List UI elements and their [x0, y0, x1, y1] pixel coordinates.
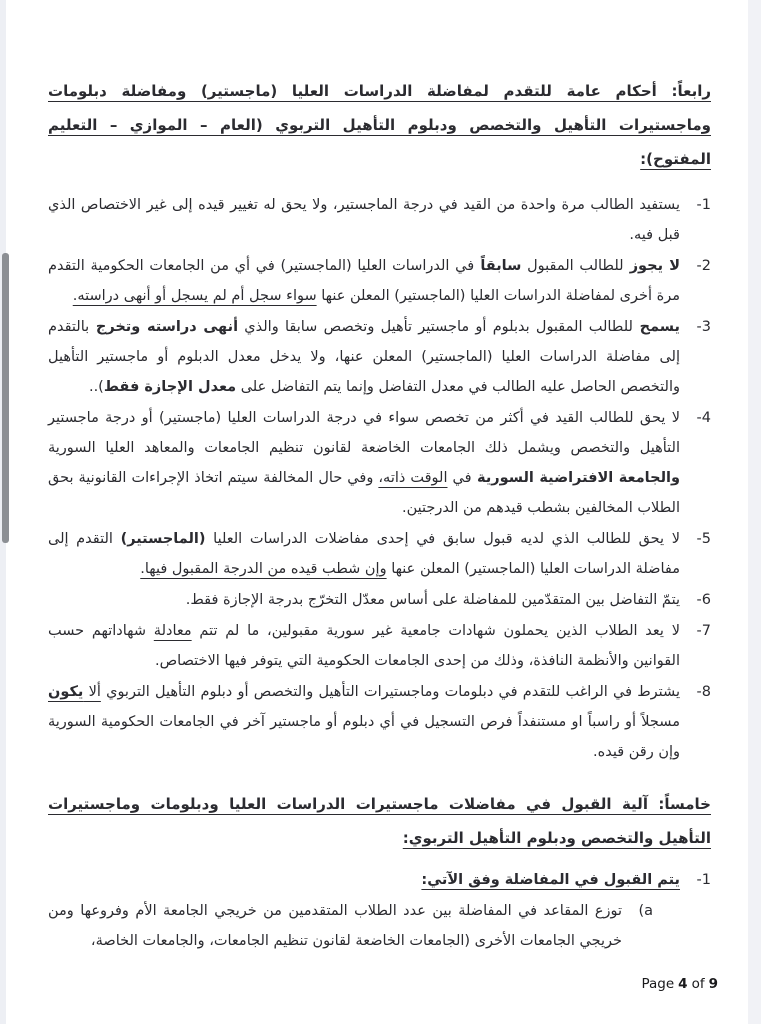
section-four-heading: رابعاً: أحكام عامة للتقدم لمفاضلة الدراسات العليا (ماجستير) ومفاضلة دبلومات وماجستيرات التأهيل والتخصص ودبلوم التأهيل التربوي (العام – الموازي – التعليم المفتوح):	[48, 82, 711, 168]
item-marker: 7-	[696, 623, 711, 639]
item-text: يتم القبول في المفاضلة وفق الآتي:	[421, 872, 680, 888]
item-text: يتمّ التفاضل بين المتقدّمين للمفاضلة على أساس معدّل التخرّج بدرجة الإجازة فقط.	[185, 592, 680, 608]
list-item-4-2	[48, 251, 711, 311]
item-text: يشترط في الراغب للتقدم في دبلومات وماجستيرات التأهيل والتخصص أو دبلوم التأهيل التربوي ألا يكون مسجلاً أو راسباً او مستنفداً فرص التسجيل في أي دبلوم أو ماجستير آخر في الجامعات الحكومية السورية وإن رقن قيده.	[48, 684, 680, 760]
document-content	[48, 74, 711, 957]
item-text: يستفيد الطالب مرة واحدة من القيد في درجة الماجستير، ولا يحق له تغيير قيده إلى غير الاختصاص الذي قبل فيه.	[48, 197, 680, 243]
scan-shadow-bar	[2, 253, 9, 543]
item-text: لا يجوز للطالب المقبول سابقاً في الدراسات العليا (الماجستير) في أي من الجامعات الحكومية التقدم مرة أخرى لمفاضلة الدراسات العليا (الماجستير) المعلن عنها سواء سجل أم لم يسجل أو أنهى دراسته.	[48, 258, 680, 304]
list-item-4-5	[48, 524, 711, 584]
footer-of-label: of	[691, 976, 705, 992]
footer-page-number: 4	[678, 976, 688, 992]
list-subitem-5-1-a	[48, 896, 653, 956]
footer-total-pages: 9	[708, 976, 718, 992]
page-number-footer	[641, 976, 718, 992]
item-marker: 6-	[696, 592, 711, 608]
item-text: لا يعد الطلاب الذين يحملون شهادات جامعية غير سورية مقبولين، ما لم تتم معادلة شهاداتهم حسب القوانين والأنظمة النافذة، وذلك من إحدى الجامعات الحكومية التي يتوفر فيها الاختصاص.	[48, 623, 680, 669]
list-item-4-7	[48, 616, 711, 676]
item-marker: 2-	[696, 258, 711, 274]
item-marker: 8-	[696, 684, 711, 700]
list-item-4-4	[48, 403, 711, 523]
item-marker: 1-	[696, 872, 711, 888]
item-text: يسمح للطالب المقبول بدبلوم أو ماجستير تأهيل وتخصص سابقا والذي أنهى دراسته وتخرج بالتقدم إلى مفاضلة الدراسات العليا (الماجستير) المعلن عنها، ولا يدخل معدل الدبلوم أو ماجستير التأهيل والتخصص الحاصل عليه الطالب في معدل التفاضل وإنما يتم التفاضل على معدل الإجازة فقط)..	[48, 319, 680, 395]
list-item-4-3	[48, 312, 711, 402]
item-marker: 3-	[696, 319, 711, 335]
section-five-heading: خامساً: آلية القبول في مفاضلات ماجستيرات الدراسات العليا ودبلومات وماجستيرات التأهيل والتخصص ودبلوم التأهيل التربوي:	[48, 795, 711, 847]
list-item-4-1	[48, 190, 711, 250]
item-text: لا يحق للطالب القيد في أكثر من تخصص سواء في درجة الدراسات العليا (ماجستير) أو درجة ماجستير التأهيل والتخصص ويشمل ذلك الجامعات الخاضعة لقانون تنظيم الجامعات والمعاهد العليا السورية والجامعة الافتراضية السورية في الوقت ذاته، وفي حال المخالفة سيتم اتخاذ الإجراءات القانونية بحق الطلاب المخالفين بشطب قيدهم من الدرجتين.	[48, 410, 680, 516]
list-item-4-8	[48, 677, 711, 767]
scan-edge-right	[748, 0, 761, 1024]
item-text: لا يحق للطالب الذي لديه قبول سابق في إحدى مفاضلات الدراسات العليا (الماجستير) التقدم إلى مفاضلة الدراسات العليا (الماجستير) المعلن عنها وإن شطب قيده من الدرجة المقبول فيها.	[48, 531, 680, 577]
item-marker: 4-	[696, 410, 711, 426]
item-marker: 5-	[696, 531, 711, 547]
list-item-5-1	[48, 865, 711, 895]
item-marker: 1-	[696, 197, 711, 213]
list-item-4-6	[48, 585, 711, 615]
subitem-marker: a)	[638, 903, 653, 919]
subitem-text: توزع المقاعد في المفاضلة بين عدد الطلاب المتقدمين من خريجي الجامعة الأم وفروعها ومن خريجي الجامعات الأخرى (الجامعات الخاضعة لقانون تنظيم الجامعات، والجامعات الخاصة،	[48, 903, 622, 949]
footer-page-label: Page	[641, 976, 675, 992]
